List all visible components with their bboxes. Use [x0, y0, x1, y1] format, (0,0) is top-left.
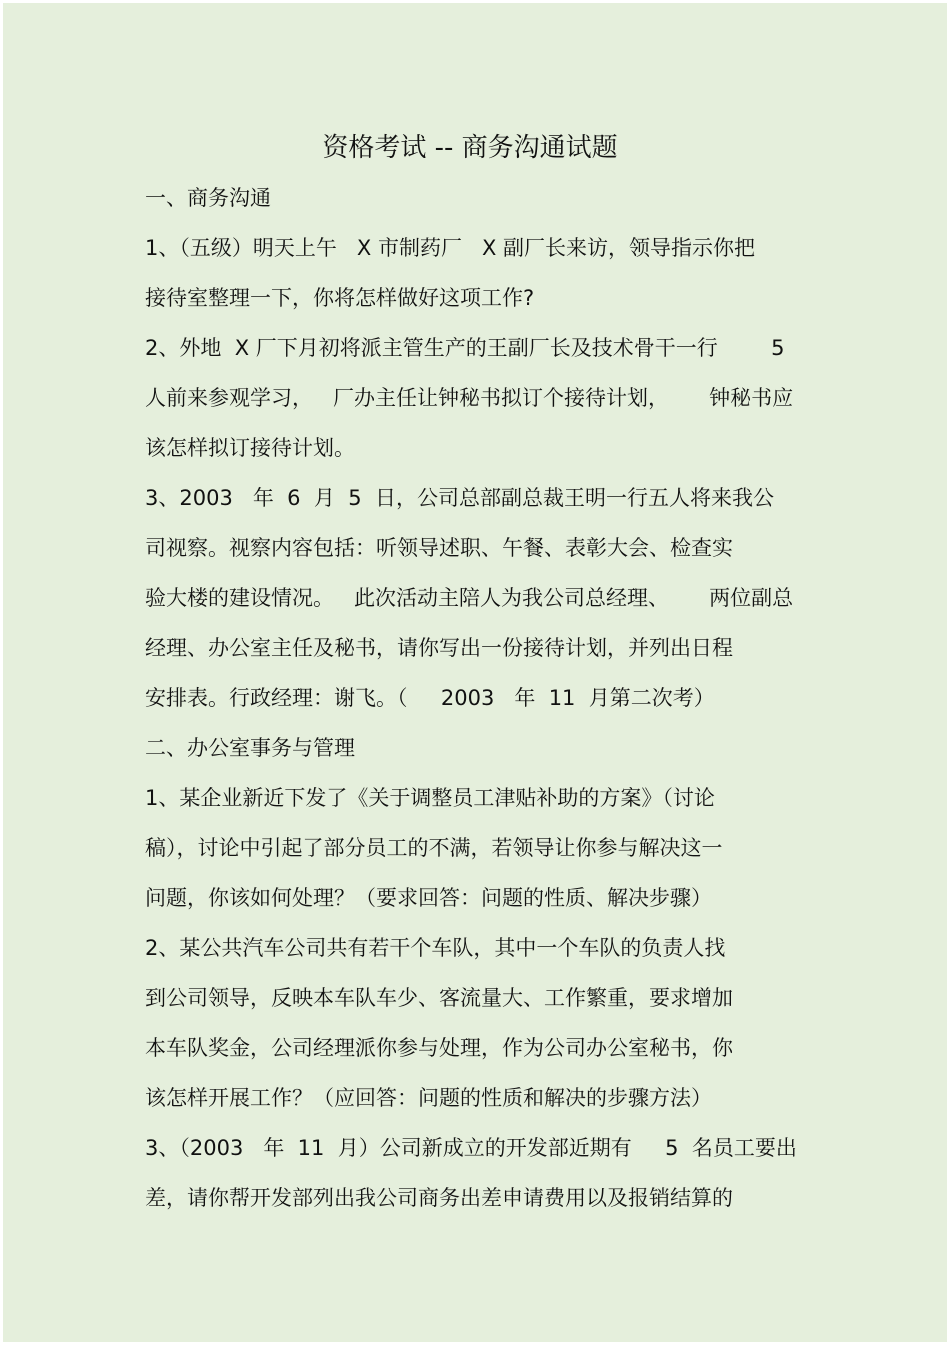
- question-line: 司视察。视察内容包括：听领导述职、午餐、表彰大会、检查实: [145, 536, 733, 560]
- question-line: 验大楼的建设情况。 此次活动主陪人为我公司总经理、 两位副总: [145, 586, 794, 610]
- question-line: 该怎样拟订接待计划。: [145, 436, 355, 460]
- question-line: 该怎样开展工作？（应回答：问题的性质和解决的步骤方法）: [145, 1086, 712, 1110]
- question-line: 稿），讨论中引起了部分员工的不满，若领导让你参与解决这一: [145, 836, 723, 860]
- question-line: 问题，你该如何处理？（要求回答：问题的性质、解决步骤）: [145, 886, 712, 910]
- question-line: 1、（五级）明天上午 X 市制药厂 X 副厂长来访，领导指示你把: [145, 236, 756, 260]
- section-heading-business-communication: 一、商务沟通: [145, 186, 271, 210]
- question-line: 人前来参观学习， 厂办主任让钟秘书拟订个接待计划， 钟秘书应: [145, 386, 794, 410]
- document-page: [3, 3, 947, 1342]
- question-line: 3、2003 年 6 月 5 日，公司总部副总裁王明一行五人将来我公: [145, 486, 774, 510]
- question-line: 接待室整理一下，你将怎样做好这项工作?: [145, 286, 535, 310]
- question-line: 1、某企业新近下发了《关于调整员工津贴补助的方案》（讨论: [145, 786, 715, 810]
- question-line: 本车队奖金，公司经理派你参与处理，作为公司办公室秘书，你: [145, 1036, 733, 1060]
- question-line: 2、外地 X 厂下月初将派主管生产的王副厂长及技术骨干一行 5: [145, 336, 785, 360]
- question-line: 经理、办公室主任及秘书，请你写出一份接待计划，并列出日程: [145, 636, 733, 660]
- question-line: 2、某公共汽车公司共有若干个车队，其中一个车队的负责人找: [145, 936, 726, 960]
- question-line: 安排表。行政经理：谢飞。（ 2003 年 11 月第二次考）: [145, 686, 715, 710]
- question-line: 差，请你帮开发部列出我公司商务出差申请费用以及报销结算的: [145, 1186, 733, 1210]
- question-line: 3、（2003 年 11 月）公司新成立的开发部近期有 5 名员工要出: [145, 1136, 797, 1160]
- question-line: 到公司领导，反映本车队车少、客流量大、工作繁重，要求增加: [145, 986, 733, 1010]
- section-heading-office-affairs: 二、办公室事务与管理: [145, 736, 355, 760]
- document-title: 资格考试 -- 商务沟通试题: [322, 133, 618, 163]
